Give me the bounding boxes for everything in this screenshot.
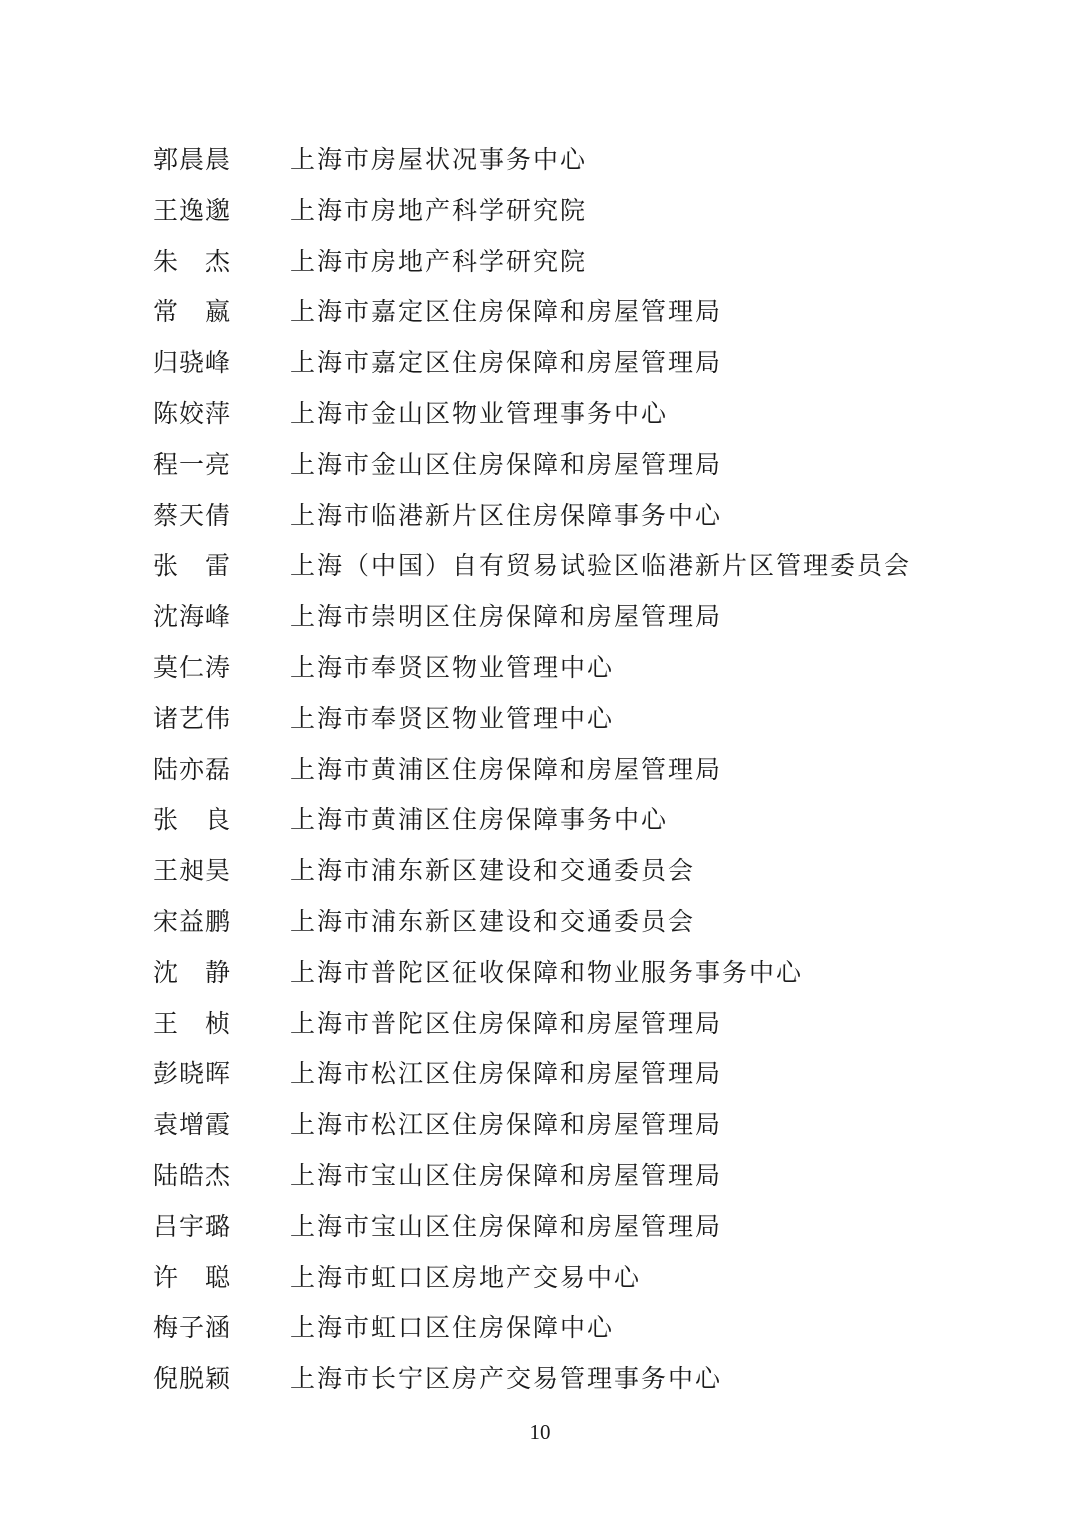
person-name: 宋益鹏 [153, 906, 232, 936]
organization-name: 上海市黄浦区住房保障和房屋管理局 [290, 754, 723, 784]
organization-name: 上海市虹口区房地产交易中心 [290, 1262, 642, 1292]
person-name: 蔡天倩 [153, 500, 232, 530]
organization-name: 上海市黄浦区住房保障事务中心 [290, 805, 669, 835]
person-name: 王昶昊 [153, 856, 232, 886]
list-item [153, 1156, 953, 1207]
person-name [153, 800, 290, 840]
surname: 张 [153, 805, 179, 835]
organization-name: 上海市房地产科学研究院 [290, 246, 588, 276]
list-item [153, 750, 953, 801]
list-item [153, 343, 953, 394]
organization-name: 上海市房地产科学研究院 [290, 195, 588, 225]
person-name: 沈海峰 [153, 602, 232, 632]
person-name: 归骁峰 [153, 348, 232, 378]
list-item [153, 1207, 953, 1258]
person-name: 吕宇璐 [153, 1211, 232, 1241]
list-item [153, 648, 953, 699]
person-name: 彭晓晖 [153, 1059, 232, 1089]
list-item [153, 496, 953, 547]
person-name [153, 1258, 290, 1298]
list-item [153, 1054, 953, 1105]
list-item [153, 191, 953, 242]
list-item [153, 1105, 953, 1156]
person-name: 陆皓杰 [153, 1160, 232, 1190]
organization-name: 上海市临港新片区住房保障事务中心 [290, 500, 723, 530]
organization-name: 上海市普陀区征收保障和物业服务事务中心 [290, 957, 804, 987]
organization-name: 上海市宝山区住房保障和房屋管理局 [290, 1160, 723, 1190]
list-item [153, 292, 953, 343]
list-item [153, 546, 953, 597]
list-item [153, 851, 953, 902]
organization-name: 上海市金山区物业管理事务中心 [290, 398, 669, 428]
person-name: 诸艺伟 [153, 703, 232, 733]
list-item [153, 1004, 953, 1055]
given-name: 杰 [205, 246, 231, 276]
person-name [153, 953, 290, 993]
person-name [153, 242, 290, 282]
person-name [153, 546, 290, 586]
list-item [153, 1308, 953, 1359]
given-name: 聪 [205, 1262, 231, 1292]
list-item [153, 953, 953, 1004]
organization-name: 上海市松江区住房保障和房屋管理局 [290, 1059, 723, 1089]
given-name: 良 [205, 805, 231, 835]
organization-name: 上海市房屋状况事务中心 [290, 145, 588, 174]
name-organization-list [153, 140, 953, 1410]
organization-name: 上海市宝山区住房保障和房屋管理局 [290, 1211, 723, 1241]
person-name: 莫仁涛 [153, 652, 232, 682]
person-name: 郭晨晨 [153, 145, 232, 174]
surname: 王 [153, 1008, 179, 1038]
list-item [153, 902, 953, 953]
organization-name: 上海市浦东新区建设和交通委员会 [290, 856, 696, 886]
person-name: 王逸邈 [153, 195, 232, 225]
surname: 朱 [153, 246, 179, 276]
given-name: 静 [205, 957, 231, 987]
page-number: 10 [529, 1420, 551, 1444]
person-name: 袁增霞 [153, 1110, 232, 1140]
person-name: 程一亮 [153, 449, 232, 479]
surname: 沈 [153, 957, 179, 987]
list-item [153, 445, 953, 496]
organization-name: 上海市奉贤区物业管理中心 [290, 703, 615, 733]
list-item [153, 800, 953, 851]
organization-name: 上海（中国）自有贸易试验区临港新片区管理委员会 [290, 551, 912, 581]
person-name: 倪脱颖 [153, 1364, 232, 1394]
list-item [153, 699, 953, 750]
list-item [153, 1258, 953, 1309]
organization-name: 上海市普陀区住房保障和房屋管理局 [290, 1008, 723, 1038]
organization-name: 上海市崇明区住房保障和房屋管理局 [290, 602, 723, 632]
person-name [153, 1004, 290, 1044]
person-name [153, 292, 290, 332]
given-name: 桢 [205, 1008, 231, 1038]
organization-name: 上海市嘉定区住房保障和房屋管理局 [290, 348, 723, 378]
given-name: 嬴 [205, 297, 231, 327]
surname: 许 [153, 1262, 179, 1292]
organization-name: 上海市浦东新区建设和交通委员会 [290, 906, 696, 936]
given-name: 雷 [205, 551, 231, 581]
list-item [153, 242, 953, 293]
list-item [153, 394, 953, 445]
list-item [153, 1359, 953, 1410]
organization-name: 上海市金山区住房保障和房屋管理局 [290, 449, 723, 479]
organization-name: 上海市奉贤区物业管理中心 [290, 652, 615, 682]
person-name: 陈姣萍 [153, 398, 232, 428]
organization-name: 上海市松江区住房保障和房屋管理局 [290, 1110, 723, 1140]
organization-name: 上海市嘉定区住房保障和房屋管理局 [290, 297, 723, 327]
list-item [153, 597, 953, 648]
person-name: 梅子涵 [153, 1313, 232, 1343]
organization-name: 上海市虹口区住房保障中心 [290, 1313, 615, 1343]
surname: 常 [153, 297, 179, 327]
person-name: 陆亦磊 [153, 754, 232, 784]
organization-name: 上海市长宁区房产交易管理事务中心 [290, 1364, 723, 1394]
surname: 张 [153, 551, 179, 581]
list-item [153, 140, 953, 191]
